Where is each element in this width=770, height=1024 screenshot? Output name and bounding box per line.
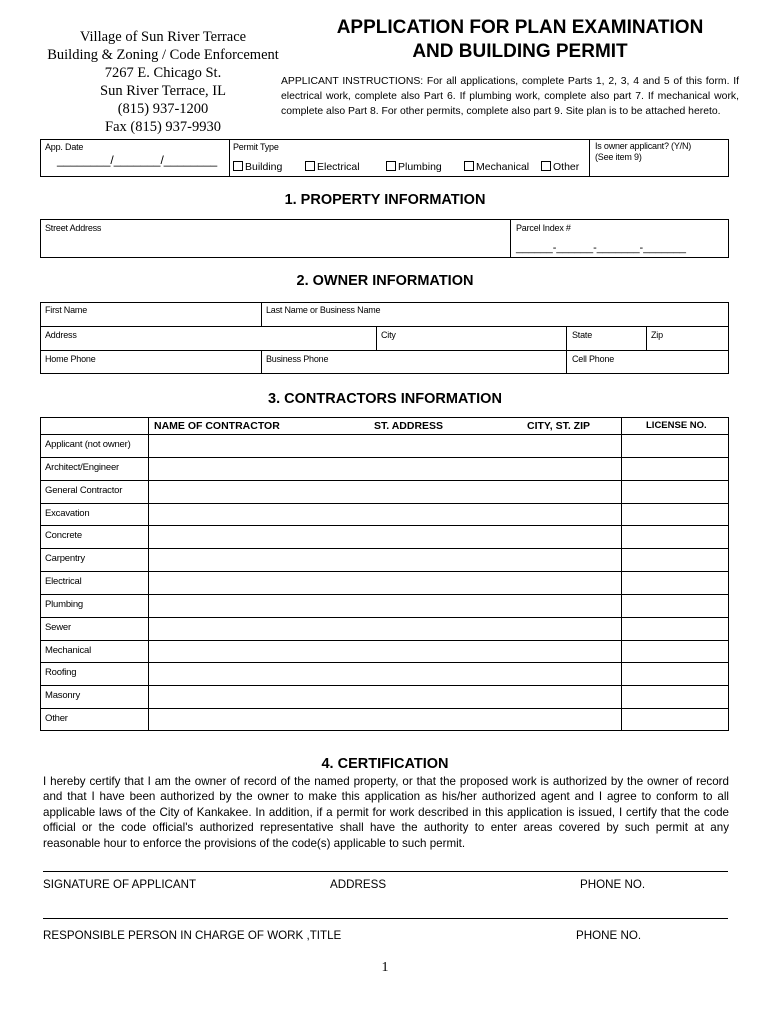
certification-section-title: 4. CERTIFICATION [321, 756, 449, 772]
owner-address-field[interactable]: Address [45, 330, 77, 340]
owner-state-field[interactable]: State [572, 330, 593, 340]
contractor-entry-field[interactable] [149, 572, 620, 593]
issuer-street: 7267 E. Chicago St. [104, 65, 222, 81]
contractor-row-label: Electrical [45, 576, 82, 587]
checkbox-icon[interactable] [464, 161, 474, 171]
responsible-person-line[interactable] [43, 918, 728, 919]
contractor-entry-field[interactable] [149, 549, 620, 570]
issuer-city: Sun River Terrace, IL [100, 83, 226, 99]
checkbox-icon[interactable] [386, 161, 396, 171]
divider [589, 139, 590, 177]
owner-section-title: 2. OWNER INFORMATION [296, 273, 474, 289]
issuer-phone: (815) 937-1200 [117, 101, 209, 117]
contractor-row-label: Masonry [45, 690, 81, 701]
contractor-entry-field[interactable] [149, 641, 620, 662]
page-number: 1 [381, 960, 389, 975]
applicant-phone-label: PHONE NO. [580, 878, 646, 891]
checkbox-icon[interactable] [541, 161, 551, 171]
owner-applicant-field[interactable] [595, 141, 691, 163]
contractor-row-label: Roofing [45, 667, 77, 678]
divider [376, 326, 377, 350]
contractor-row-label: Applicant (not owner) [45, 439, 131, 450]
contractor-entry-field[interactable] [149, 481, 620, 502]
permit-type-plumbing-label: Plumbing [398, 161, 442, 173]
contractor-row-label: Plumbing [45, 599, 84, 610]
license-number-field[interactable] [622, 458, 728, 479]
divider [261, 302, 262, 326]
license-number-field[interactable] [622, 549, 728, 570]
applicant-instructions: APPLICANT INSTRUCTIONS: For all applications, complete Parts 1, 2, 3, 4 and 5 of this form. If electrical work, complete also Part 6. If plumbing work, complete also part 7. If mechanical work, complete also Part 8. For other permits, complete also part 9. Site plan is to be attached hereto. [281, 76, 739, 117]
permit-type-building-label: Building [245, 161, 283, 173]
divider [566, 326, 567, 350]
license-number-field[interactable] [622, 686, 728, 707]
contractor-row-label: Architect/Engineer [45, 462, 120, 473]
street-address-field[interactable]: Street Address [45, 223, 102, 233]
permit-type-electrical[interactable] [305, 161, 360, 173]
license-number-field[interactable] [622, 618, 728, 639]
license-number-field[interactable] [622, 504, 728, 525]
permit-type-mechanical[interactable] [464, 161, 529, 173]
contractor-row-label: Carpentry [45, 553, 85, 564]
cell-phone-field[interactable]: Cell Phone [572, 354, 615, 364]
contractor-entry-field[interactable] [149, 526, 620, 547]
contractor-row-label: Excavation [45, 508, 90, 519]
divider [261, 350, 262, 374]
first-name-field[interactable]: First Name [45, 305, 88, 315]
responsible-phone-label: PHONE NO. [576, 929, 642, 942]
contractor-entry-field[interactable] [149, 663, 620, 684]
column-header-contractor-name: NAME OF CONTRACTOR [154, 420, 280, 432]
parcel-index-label: Parcel Index # [516, 223, 571, 233]
last-name-field[interactable]: Last Name or Business Name [266, 305, 381, 315]
divider [510, 219, 511, 258]
column-header-city-state-zip: CITY, ST. ZIP [527, 420, 591, 432]
home-phone-field[interactable]: Home Phone [45, 354, 96, 364]
contractor-row-label: Sewer [45, 622, 71, 633]
responsible-person-label: RESPONSIBLE PERSON IN CHARGE OF WORK ,TITLE [43, 929, 342, 942]
owner-city-field[interactable]: City [381, 330, 396, 340]
contractor-entry-field[interactable] [149, 595, 620, 616]
form-title-line-1: APPLICATION FOR PLAN EXAMINATION [336, 17, 704, 38]
contractor-entry-field[interactable] [149, 686, 620, 707]
divider [40, 326, 729, 327]
license-number-field[interactable] [622, 641, 728, 662]
contractor-entry-field[interactable] [149, 504, 620, 525]
app-date-field[interactable]: ________/_______/________ [57, 153, 218, 167]
license-number-field[interactable] [622, 481, 728, 502]
business-phone-field[interactable]: Business Phone [266, 354, 329, 364]
column-header-street-address: ST. ADDRESS [374, 420, 444, 432]
license-number-field[interactable] [622, 572, 728, 593]
contractor-row-label: General Contractor [45, 485, 123, 496]
owner-zip-field[interactable]: Zip [651, 330, 663, 340]
contractor-entry-field[interactable] [149, 618, 620, 639]
permit-type-other-label: Other [553, 161, 580, 173]
permit-type-label: Permit Type [233, 142, 279, 152]
license-number-field[interactable] [622, 663, 728, 684]
license-number-field[interactable] [622, 595, 728, 616]
property-section-title: 1. PROPERTY INFORMATION [284, 192, 486, 208]
contractor-row-label: Mechanical [45, 645, 92, 656]
checkbox-icon[interactable] [233, 161, 243, 171]
app-date-label: App. Date [45, 142, 84, 152]
owner-applicant-note: (See item 9) [595, 152, 642, 162]
license-number-field[interactable] [622, 526, 728, 547]
contractor-row-label: Concrete [45, 530, 82, 541]
contractor-row-label: Other [45, 713, 68, 724]
signature-line[interactable] [43, 871, 728, 872]
issuer-address-block [40, 28, 286, 136]
license-number-field[interactable] [622, 435, 728, 456]
permit-type-mechanical-label: Mechanical [476, 161, 530, 173]
form-title-line-2: AND BUILDING PERMIT [412, 41, 628, 62]
contractor-entry-field[interactable] [149, 709, 620, 730]
column-header-license-no: LICENSE NO. [646, 420, 707, 431]
form-title [300, 16, 740, 64]
certification-text: I hereby certify that I am the owner of record of the named property, or that the proposed work is authorized by the owner of record and that I have been authorized by the owner to make this application as his/her authorized agent and I agree to conform to all applicable laws of the City of Kankakee. In addition, if a permit for work described in this application is issued, I certify that the code official or the code official's authorized representative shall have the authority to enter areas covered by such permit at any reasonable hour to enforce the provisions of the code(s) applicable to such permit. [43, 775, 729, 850]
permit-type-electrical-label: Electrical [317, 161, 360, 173]
contractor-entry-field[interactable] [149, 435, 620, 456]
owner-applicant-label: Is owner applicant? (Y/N) [595, 141, 692, 151]
applicant-address-label: ADDRESS [330, 878, 387, 891]
issuer-name: Village of Sun River Terrace [79, 29, 247, 45]
permit-type-building[interactable] [233, 161, 282, 173]
permit-type-other[interactable] [541, 161, 579, 173]
divider [646, 326, 647, 350]
parcel-index-field[interactable]: ______-______-_______-_______ [516, 242, 687, 254]
divider [40, 350, 729, 351]
permit-type-plumbing[interactable] [386, 161, 442, 173]
divider [566, 350, 567, 374]
contractor-entry-field[interactable] [149, 458, 620, 479]
signature-applicant-label: SIGNATURE OF APPLICANT [43, 878, 197, 891]
license-number-field[interactable] [622, 709, 728, 730]
issuer-fax: Fax (815) 937-9930 [105, 119, 221, 135]
checkbox-icon[interactable] [305, 161, 315, 171]
contractors-section-title: 3. CONTRACTORS INFORMATION [268, 391, 502, 407]
issuer-department: Building & Zoning / Code Enforcement [47, 47, 279, 63]
divider [229, 139, 230, 177]
